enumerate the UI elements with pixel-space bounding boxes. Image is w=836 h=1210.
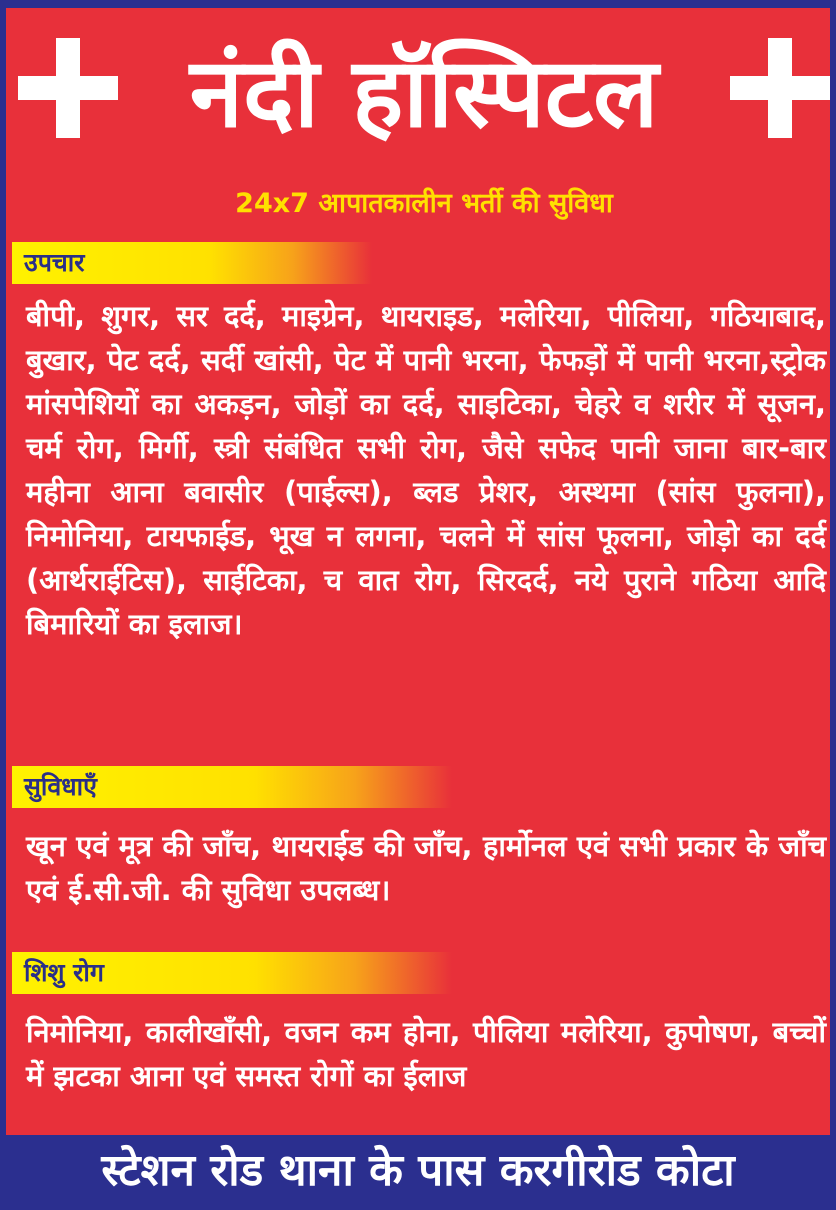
section-heading-label: सुविधाएँ	[24, 772, 97, 801]
section-heading-label: उपचार	[24, 248, 85, 277]
section-heading-facilities	[12, 766, 452, 808]
hospital-title: नंदी हॉस्पिटल	[189, 37, 659, 149]
emergency-subtitle: 24x7 आपातकालीन भर्ती की सुविधा	[235, 188, 613, 219]
section-heading-treatment	[12, 242, 372, 284]
section-heading-label: शिशु रोग	[24, 958, 104, 987]
medical-cross-icon	[730, 38, 830, 138]
poster-header	[12, 16, 836, 180]
address-text: स्टेशन रोड थाना के पास करगीरोड कोटा	[101, 1145, 735, 1196]
facilities-text: खून एवं मूत्र की जाँच, थायराईड की जाँच, हार्मोनल एवं सभी प्रकार के जाँच एवं ई.सी.जी. की सुविधा उपलब्ध।	[26, 829, 826, 907]
pediatrics-text: निमोनिया, कालीखाँसी, वजन कम होना, पीलिया मलेरिया, कुपोषण, बच्चों में झटका आना एवं समस्त रोगों का ईलाज	[26, 1015, 826, 1093]
treatment-list-text: बीपी, शुगर, सर दर्द, माइग्रेन, थायराइड, मलेरिया, पीलिया, गठियाबाद, बुखार, पेट दर्द, सर्दी खांसी, पेट में पानी भरना, फेफड़ों में पानी भरना,स्ट्रोक मांसपेशियों का अकड़न, जोड़ों का दर्द, साइटिका, चेहरे व शरीर में सूजन, चर्म रोग, मिर्गी, स्त्री संबंधित सभी रोग, जैसे सफेद पानी जाना बार-बार महीना आना बवासीर (पाईल्स), ब्लड प्रेशर, अस्थमा (सांस फुलना), निमोनिया, टायफाईड, भूख न लगना, चलने में सांस फूलना, जोड़ो का दर्द (आर्थराईटिस), साईटिका, च वात रोग, सिरदर्द, नये पुराने गठिया आदि बिमारियों का इलाज।	[26, 299, 826, 641]
address-footer	[0, 1135, 836, 1210]
section-heading-pediatrics	[12, 952, 452, 994]
medical-cross-icon	[18, 38, 118, 138]
